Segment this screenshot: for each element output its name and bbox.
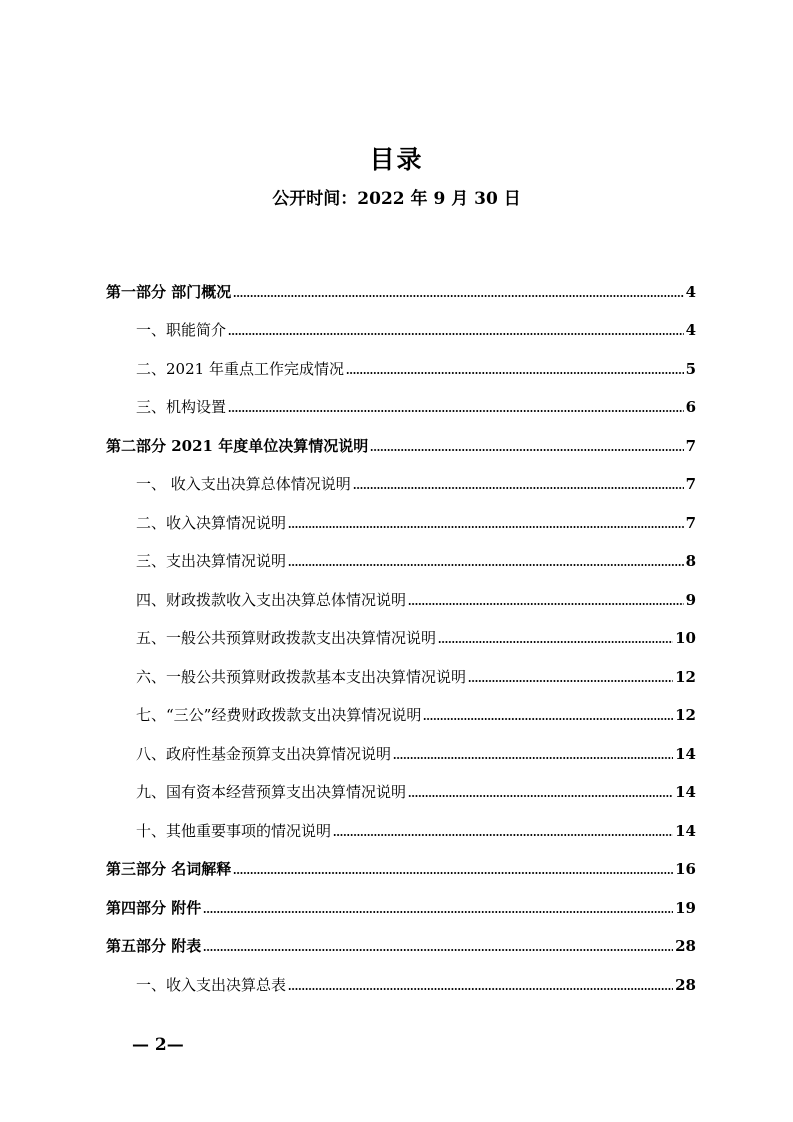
toc-entry-label: 一、 收入支出决算总体情况说明 [136, 475, 351, 493]
toc-entry-page-number: 4 [685, 282, 696, 301]
toc-entry[interactable] [106, 687, 696, 726]
toc-entry[interactable] [106, 417, 696, 456]
toc-entry[interactable] [106, 610, 696, 649]
toc-entry-page-number: 9 [685, 590, 696, 609]
toc-entry[interactable] [106, 879, 696, 918]
toc-entry-label: 三、机构设置 [136, 398, 227, 416]
toc-entry[interactable] [106, 648, 696, 687]
toc-entry-page-number: 14 [675, 744, 696, 763]
toc-entry-label: 第四部分 附件 [106, 898, 202, 917]
dot-leader [353, 486, 684, 490]
dot-leader [408, 602, 684, 606]
toc-entry[interactable] [106, 379, 696, 418]
dot-leader [228, 332, 684, 336]
toc-entry-page-number: 6 [685, 398, 696, 416]
toc-entry-label: 第一部分 部门概况 [106, 282, 232, 301]
toc-entry[interactable] [106, 533, 696, 572]
dot-leader [423, 717, 673, 721]
toc-entry-page-number: 7 [685, 513, 696, 532]
toc-entry-page-number: 12 [675, 706, 696, 724]
dot-leader [288, 563, 684, 567]
toc-entry[interactable] [106, 764, 696, 803]
dot-leader [288, 525, 684, 529]
toc-entry-page-number: 4 [685, 321, 696, 339]
toc-entry-page-number: 7 [685, 436, 696, 455]
dot-leader [346, 371, 684, 375]
toc-entry[interactable] [106, 725, 696, 764]
toc-entry-page-number: 10 [675, 629, 696, 647]
dot-leader [233, 294, 683, 298]
toc-entry-page-number: 8 [685, 552, 696, 570]
dot-leader [438, 640, 673, 644]
toc-entry[interactable] [106, 918, 696, 957]
table-of-contents [106, 263, 696, 995]
toc-entry-label: 三、支出决算情况说明 [136, 552, 287, 570]
toc-entry-page-number: 7 [685, 475, 696, 493]
dot-leader [203, 948, 673, 952]
toc-entry-label: 二、2021 年重点工作完成情况 [136, 359, 344, 378]
toc-entry-label: 六、一般公共预算财政拨款基本支出决算情况说明 [136, 667, 467, 686]
toc-entry-page-number: 28 [675, 975, 696, 994]
toc-entry[interactable] [106, 802, 696, 841]
toc-entry-label: 第三部分 名词解释 [106, 860, 232, 878]
dot-leader [408, 794, 673, 798]
page-number-footer: — 2— [132, 1035, 184, 1055]
toc-entry-label: 四、财政拨款收入支出决算总体情况说明 [136, 590, 407, 609]
toc-entry-page-number: 5 [685, 359, 696, 378]
toc-entry-label: 九、国有资本经营预算支出决算情况说明 [136, 783, 407, 801]
dot-leader [333, 833, 673, 837]
dot-leader [393, 756, 673, 760]
dot-leader [228, 409, 684, 413]
dot-leader [203, 910, 673, 914]
toc-entry-label: 第二部分 2021 年度单位决算情况说明 [106, 436, 369, 455]
toc-entry-page-number: 19 [675, 898, 696, 917]
toc-entry-page-number: 28 [675, 937, 696, 955]
toc-entry[interactable] [106, 841, 696, 880]
toc-entry-label: 七、“三公”经费财政拨款支出决算情况说明 [136, 706, 422, 724]
toc-entry-label: 八、政府性基金预算支出决算情况说明 [136, 744, 392, 763]
dot-leader [233, 871, 673, 875]
toc-entry-page-number: 12 [675, 667, 696, 686]
toc-entry-page-number: 14 [675, 783, 696, 801]
toc-entry[interactable] [106, 302, 696, 341]
toc-entry[interactable] [106, 263, 696, 302]
toc-entry-label: 二、收入决算情况说明 [136, 513, 287, 532]
toc-entry[interactable] [106, 340, 696, 379]
toc-entry-label: 一、职能简介 [136, 321, 227, 339]
toc-entry-label: 第五部分 附表 [106, 937, 202, 955]
toc-entry-label: 五、一般公共预算财政拨款支出决算情况说明 [136, 629, 437, 647]
toc-entry-label: 一、收入支出决算总表 [136, 975, 287, 994]
dot-leader [468, 679, 673, 683]
publish-date: 公开时间：2022 年 9 月 30 日 [272, 189, 521, 209]
toc-entry-page-number: 16 [675, 860, 696, 878]
toc-title: 目录 [369, 145, 424, 174]
toc-entry[interactable] [106, 956, 696, 995]
toc-entry-label: 十、其他重要事项的情况说明 [136, 821, 332, 840]
toc-entry[interactable] [106, 494, 696, 533]
dot-leader [288, 987, 673, 991]
toc-entry[interactable] [106, 456, 696, 495]
toc-entry-page-number: 14 [675, 821, 696, 840]
toc-entry[interactable] [106, 571, 696, 610]
dot-leader [370, 448, 683, 452]
